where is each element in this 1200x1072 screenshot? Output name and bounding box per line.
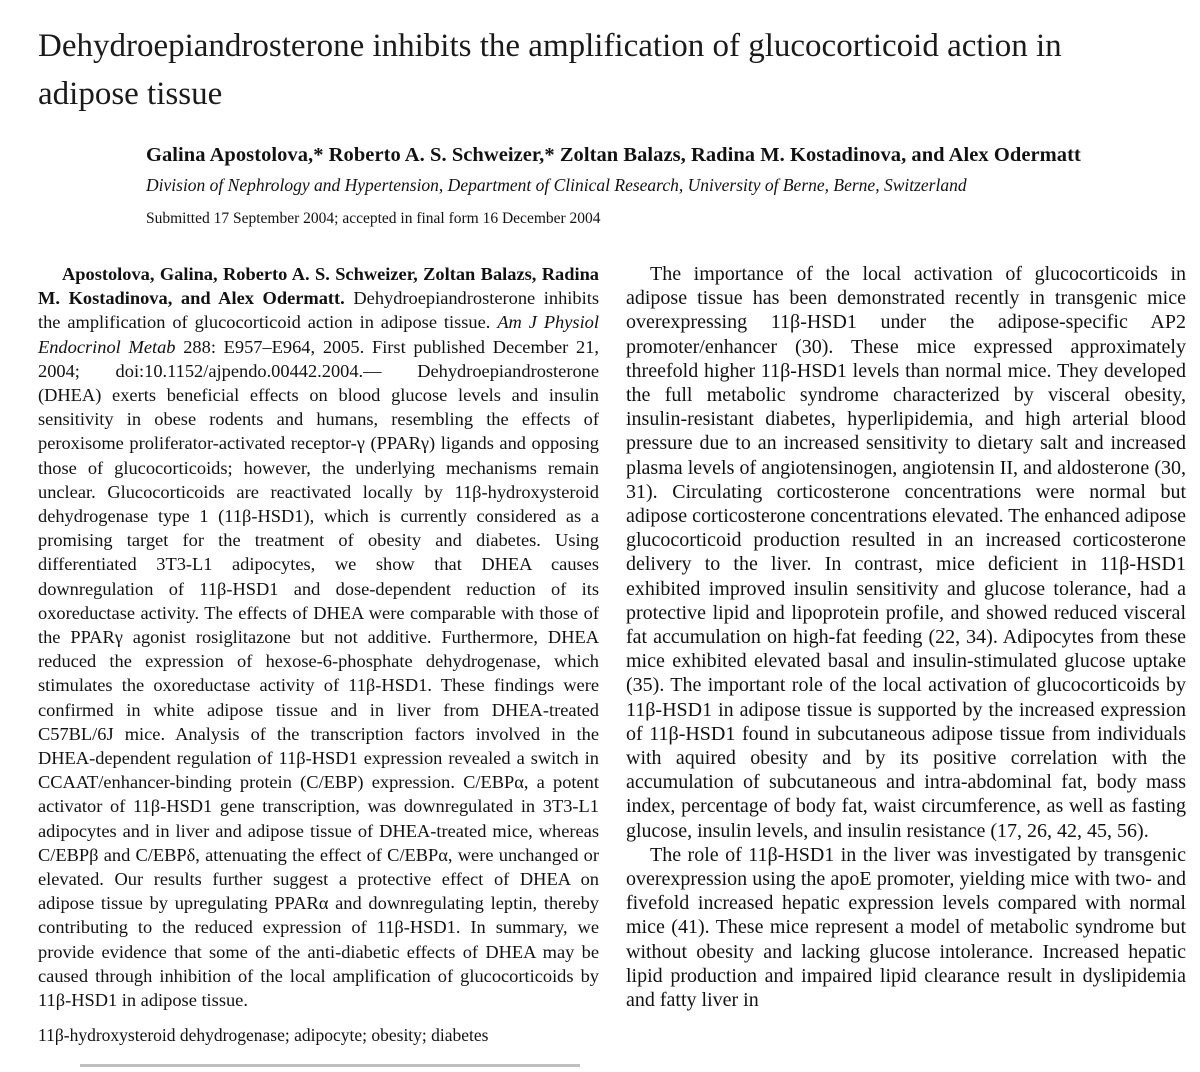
author-affiliation: Division of Nephrology and Hypertension, Department of Clinical Research, University of Berne, Berne, Switzerland xyxy=(146,175,967,195)
submission-dates: Submitted 17 September 2004; accepted in final form 16 December 2004 xyxy=(146,210,601,227)
abstract-body: Dehydroepiandrosterone (DHEA) exerts beneficial effects on blood glucose levels and insulin sensitivity in obese rodents and humans, resembling the effects of peroxisome proliferator-activated receptor-γ (PPARγ) ligands and opposing those of glucocorticoids; however, the underlying mechanisms remain unclear. Glucocorticoids are reactivated locally by 11β-hydroxysteroid dehydrogenase type 1 (11β-HSD1), which is currently considered as a promising target for the treatment of obesity and diabetes. Using differentiated 3T3-L1 adipocytes, we show that DHEA causes downregulation of 11β-HSD1 and dose-dependent reduction of its oxoreductase activity. The effects of DHEA were comparable with those of the PPARγ agonist rosiglitazone but not additive. Furthermore, DHEA reduced the expression of hexose-6-phosphate dehydrogenase, which stimulates the oxoreductase activity of 11β-HSD1. These findings were confirmed in white adipose tissue and in liver from DHEA-treated C57BL/6J mice. Analysis of the transcription factors involved in the DHEA-dependent regulation of 11β-HSD1 expression revealed a switch in CCAAT/enhancer-binding protein (C/EBP) expression. C/EBPα, a potent activator of 11β-HSD1 gene transcription, was downregulated in 3T3-L1 adipocytes and in liver and adipose tissue of DHEA-treated mice, whereas C/EBPβ and C/EBPδ, attenuating the effect of C/EBPα, were unchanged or elevated. Our results further suggest a protective effect of DHEA on adipose tissue by upregulating PPARα and downregulating leptin, thereby contributing to the reduced expression of 11β-HSD1. In summary, we provide evidence that some of the anti-diabetic effects of DHEA may be caused through inhibition of the local amplification of glucocorticoids by 11β-HSD1 in adipose tissue. xyxy=(38,360,599,1011)
keywords: 11β-hydroxysteroid dehydrogenase; adipocyte; obesity; diabetes xyxy=(38,1025,489,1045)
column-divider-rule xyxy=(80,1064,580,1067)
body-paragraph: The importance of the local activation of glucocorticoids in adipose tissue has been demonstrated recently in transgenic mice overexpressing 11β-HSD1 under the adipose-specific AP2 promoter/enhancer (30). These mice expressed approximately threefold higher 11β-HSD1 levels than normal mice. They developed the full metabolic syndrome characterized by visceral obesity, insulin-resistant diabetes, hyperlipidemia, and high arterial blood pressure due to an increased sensitivity to dietary salt and increased plasma levels of angiotensinogen, angiotensin II, and aldosterone (30, 31). Circulating corticosterone concentrations were normal but adipose corticosterone concentrations elevated. The enhanced adipose glucocorticoid production resulted in an increased corticosterone delivery to the liver. In contrast, mice deficient in 11β-HSD1 exhibited improved insulin sensitivity and glucose tolerance, had a protective lipid and lipoprotein profile, and showed reduced visceral fat accumulation on high-fat feeding (22, 34). Adipocytes from these mice exhibited elevated basal and insulin-stimulated glucose uptake (35). The important role of the local activation of glucocorticoids by 11β-HSD1 in adipose tissue is supported by the increased expression of 11β-HSD1 found in subcutaneous adipose tissue from individuals with aquired obesity and by its positive correlation with the accumulation of subcutaneous and intra-abdominal fat, body mass index, percentage of body fat, waist circumference, as well as fasting glucose, insulin levels, and insulin resistance (17, 26, 42, 45, 56). xyxy=(626,263,1186,842)
abstract xyxy=(38,262,599,1012)
body-paragraph: The role of 11β-HSD1 in the liver was investigated by transgenic overexpression using the apoE promoter, yielding mice with two- and fivefold increased hepatic expression levels compared with normal mice (41). These mice represent a model of metabolic syndrome but without obesity and lacking glucose intolerance. Increased hepatic lipid production and impaired lipid clearance result in dyslipidemia and fatty liver in xyxy=(626,843,1186,1012)
article-title: Dehydroepiandrosterone inhibits the amplification of glucocorticoid action in adipose tissue xyxy=(38,28,1062,112)
abstract-citation-title: Dehydroepiandrosterone inhibits the amplification of glucocorticoid action in adipose tissue. xyxy=(38,288,599,333)
abstract-citation-details: 288: E957–E964, 2005. First published December 21, 2004; doi:10.1152/ajpendo.00442.2004.— xyxy=(38,336,599,381)
abstract-journal-name: Am J Physiol Endocrinol Metab xyxy=(38,312,599,357)
body-text-column xyxy=(626,262,1186,1072)
author-list: Galina Apostolova,* Roberto A. S. Schweizer,* Zoltan Balazs, Radina M. Kostadinova, and Alex Odermatt xyxy=(146,144,1081,166)
abstract-citation-authors: Apostolova, Galina, Roberto A. S. Schweizer, Zoltan Balazs, Radina M. Kostadinova, and Alex Odermatt. xyxy=(38,264,599,309)
